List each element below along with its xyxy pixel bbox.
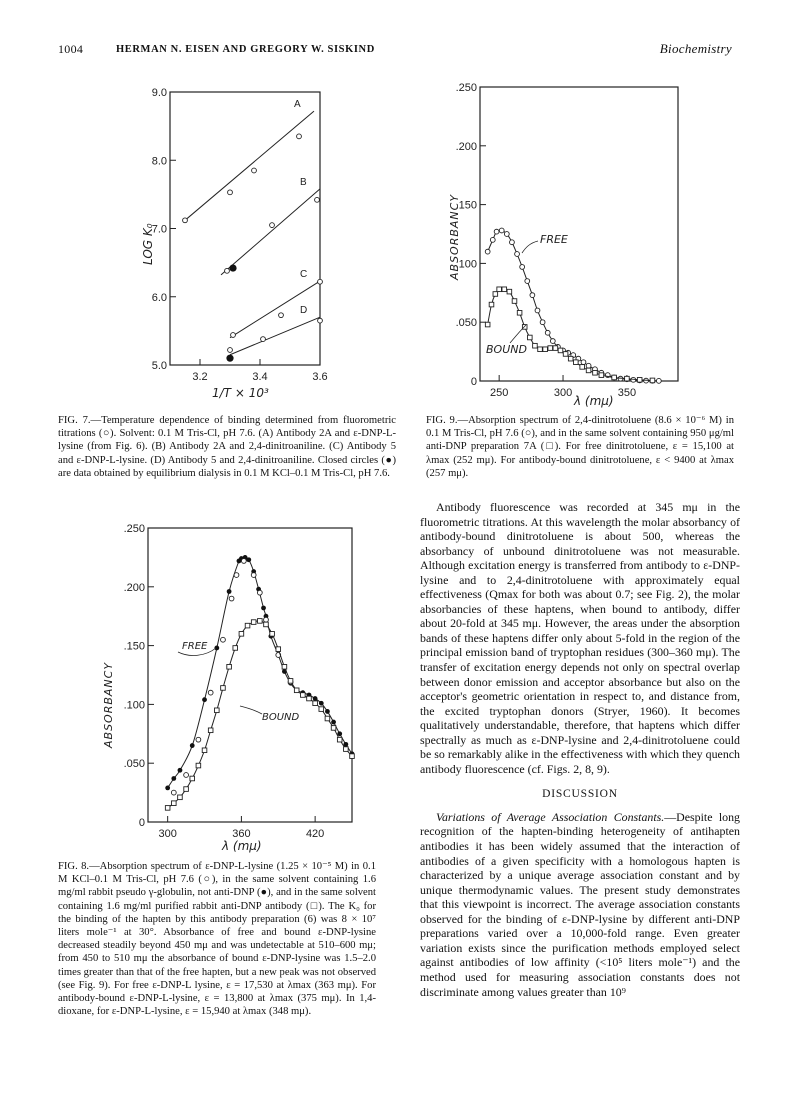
fig7-point-open [270, 223, 275, 228]
fig9-point-square [586, 368, 591, 373]
fig9-point-open [485, 249, 490, 254]
fig7-point-open [261, 337, 266, 342]
fig9-free-pointer [522, 241, 538, 253]
fig8-point-open [221, 637, 226, 642]
fig7-point-open [252, 168, 257, 173]
fig8-point-square [331, 726, 336, 731]
fig7-ytick-label: 8.0 [151, 155, 167, 168]
fig8-point-square [196, 763, 201, 768]
fig9-point-open [581, 360, 586, 365]
fig8-ytick-label: 0 [138, 817, 145, 829]
fig9-point-square [580, 365, 585, 370]
fig9-point-open [499, 228, 504, 233]
fig7-point-open [279, 313, 284, 318]
fig8-ytick-label: .150 [123, 640, 145, 653]
fig9-point-square [625, 376, 630, 381]
fig8-point-square [215, 708, 220, 713]
fig7-point-open [318, 279, 323, 284]
fig9-point-open [504, 232, 509, 237]
fig7-point-open [297, 134, 302, 139]
fig7-series-label: C [300, 269, 308, 281]
fig9-point-open [525, 279, 530, 284]
fig8-point-open [234, 573, 239, 578]
fig9-point-open [535, 308, 540, 313]
fig9-point-square [493, 292, 498, 297]
fig7-caption: FIG. 7.—Temperature dependence of binding determined from fluorometric titrations (○). Solvent: 0.1 M Tris-Cl, pH 7.6. (A) Antibody 2A and ε-DNP-L-lysine (from Fig. 6). (B) Antibody 2A and 2,4-dinitroaniline. (C) Antibody 5 and ε-DNP-L-lysine. (D) Antibody 5 and 2,4-dinitroaniline. Closed circles (●) are data obtained by equilibrium dialysis in 0.1 M KCl–0.1 M Tris-Cl, pH 7.6. [58, 415, 396, 479]
fig9-point-square [553, 346, 558, 351]
fig8-point-square [221, 686, 226, 691]
fig8-point-closed [261, 606, 266, 611]
fig7-ytick-label: 6.0 [151, 291, 167, 304]
fig8-point-closed [325, 709, 330, 714]
paragraph-fluorescence: Antibody fluorescence was recorded at 345 mμ in the fluorometric titrations. At this wavelength the molar absorbancy of antibody-bound dinitrotoluene is about 500, whereas the absorbancy of unbound dinitrotoluene was not measurable. Although excitation energy is transferred from antibody to ε-DNP-lysine and to 2,4-dinitrotoluene with approximately equal effectiveness (Qmax for both was about 0.7; see Fig. 2), the molar absorbancies of these haptens, when bound to antibody, differ about 20-fold at 345 mμ. However, the areas under the absorption bands of these haptens differ only about 5-fold in the region of the principal emission band of tryptophan residues (300–360 mμ). The transfer of excitation energy depends not only on spectral overlap between donor emission and acceptor absorbance but also on the acceptor's geometric orientation in respect to, and distance from, the excited tryptophan donors (Stryer, 1960). It becomes qualitatively understandable, therefore, that haptens which differ spectrally as much as ε-DNP-lysine and 2,4-dinitrotoluene could be so remarkably alike in the effectiveness with which they quench antibody fluorescence (cf. Figs. 2, 8, 9). [420, 500, 740, 776]
fig8-point-closed [171, 776, 176, 781]
fig9-ytick-label: .100 [455, 258, 477, 271]
fig8-point-closed [227, 589, 232, 594]
fig7-point-open [183, 218, 188, 223]
fig7-xtick-label: 3.4 [252, 371, 268, 383]
fig8-point-square [184, 787, 189, 792]
fig9-point-square [593, 370, 598, 375]
fig8-point-open [208, 690, 213, 695]
fig9-xtick-label: 350 [617, 387, 637, 399]
fig8-xlabel: λ (mμ) [222, 839, 262, 853]
fig9-xlabel: λ (mμ) [574, 394, 614, 408]
journal-name: Biochemistry [659, 41, 732, 56]
fig9-frame [480, 87, 678, 381]
fig7-point-closed [226, 355, 233, 362]
fig9-point-open [545, 330, 550, 335]
fig8-xtick-label: 300 [158, 828, 177, 840]
fig8-point-square [294, 688, 299, 693]
fig8-point-open [251, 573, 256, 578]
fig9-bound-pointer [510, 325, 526, 343]
fig7-fit-line-b [221, 189, 320, 275]
fig8-xtick-label: 360 [232, 828, 251, 840]
fig9-ytick-label: 0 [470, 376, 477, 388]
fig8-point-square [190, 776, 195, 781]
fig8-point-square [227, 664, 232, 669]
fig9-point-square [612, 375, 617, 380]
fig8-point-square [276, 647, 281, 652]
fig7-point-open [318, 318, 323, 323]
fig8-point-closed [202, 697, 207, 702]
fig9-point-square [599, 373, 604, 378]
fig9-point-open [656, 378, 661, 383]
paragraph-discussion [420, 810, 740, 999]
fig8-point-open [264, 617, 269, 622]
fig9-point-square [497, 287, 502, 292]
fig9-point-square [558, 348, 563, 353]
fig8-chart [90, 518, 360, 858]
fig9-point-square [574, 360, 579, 365]
fig9-point-square [502, 287, 507, 292]
fig8-free-label: FREE [182, 641, 208, 652]
fig8-point-open [241, 559, 246, 564]
fig7-point-open [228, 190, 233, 195]
fig8-point-square [251, 620, 256, 625]
fig9-point-square [548, 346, 553, 351]
fig9-ylabel: ABSORBANCY [448, 193, 461, 280]
page-number: 1004 [58, 42, 84, 56]
fig7-ytick-label: 7.0 [151, 223, 167, 236]
fig7-ytick-label: 9.0 [151, 87, 167, 99]
fig8-ytick-label: .050 [123, 758, 145, 771]
fig8-point-open [184, 773, 189, 778]
fig8-point-closed [190, 743, 195, 748]
fig8-point-square [258, 619, 263, 624]
fig9-point-open [550, 339, 555, 344]
fig8-point-square [178, 795, 183, 800]
fig8-point-square [172, 801, 177, 806]
fig9-point-square [538, 347, 543, 352]
fig9-point-open [490, 237, 495, 242]
fig7-frame [170, 92, 320, 365]
fig7-ytick-label: 5.0 [151, 360, 167, 372]
subsection-lead: Variations of Average Association Constants. [436, 809, 665, 824]
fig7-fit-line-d [230, 317, 320, 355]
fig8-point-open [257, 590, 262, 595]
fig9-xtick-label: 250 [489, 387, 509, 399]
fig9-point-open [520, 265, 525, 270]
fig8-point-square [233, 646, 238, 651]
fig9-point-square [485, 322, 490, 327]
fig7-xlabel: 1/T × 10³ [212, 386, 269, 400]
fig7-point-open [231, 333, 236, 338]
fig8-ytick-label: .100 [123, 699, 145, 712]
fig7-xtick-label: 3.2 [192, 371, 208, 383]
fig7-xtick-label: 3.6 [312, 371, 328, 383]
fig8-point-closed [214, 646, 219, 651]
fig9-point-open [515, 252, 520, 257]
fig8-point-open [196, 737, 201, 742]
fig8-point-square [270, 632, 275, 637]
running-authors: HERMAN N. EISEN AND GREGORY W. SISKIND [116, 44, 375, 55]
fig9-point-square [489, 302, 494, 307]
fig8-point-closed [313, 696, 318, 701]
fig9-point-square [528, 335, 533, 340]
fig9-point-open [540, 320, 545, 325]
fig7-series-label: A [294, 99, 301, 111]
fig9-ytick-label: .050 [455, 317, 477, 330]
fig9-point-square [568, 356, 573, 361]
fig8-point-square [301, 693, 306, 698]
fig9-point-open [510, 240, 515, 245]
fig9-free-label: FREE [540, 233, 568, 246]
fig9-point-square [650, 378, 655, 383]
fig9-caption: FIG. 9.—Absorption spectrum of 2,4-dinitrotoluene (8.6 × 10⁻⁶ M) in 0.1 M Tris-Cl, pH 7.6 (○), and in the same solvent containing 950 μg/ml anti-DNP preparation 7A (□). For free dinitrotoluene, ε = 15,100 at λmax (252 mμ). For antibody-bound dinitrotoluene, ε < 9400 at λmax (257 mμ). [426, 415, 734, 479]
fig9-chart [420, 75, 700, 415]
fig8-point-square [319, 707, 324, 712]
fig8-point-square [325, 716, 330, 721]
fig7-fit-line-a [185, 111, 314, 220]
fig9-point-square [512, 299, 517, 304]
fig8-point-square [264, 622, 269, 627]
fig9-point-open [494, 229, 499, 234]
fig8-point-square [350, 754, 355, 759]
fig9-xtick-label: 300 [553, 387, 573, 399]
paragraph-discussion-text: —Despite long recognition of the hapten-binding heterogeneity of antihapten antibodies it has been widely assumed that the interaction of antibodies of a given specificity with a homologous hapten is characterized by a unique average association constant and by unique thermodynamic values. The present study demonstrates that this viewpoint is incorrect. The average association constants observed for the binding of ε-DNP-lysine by different anti-DNP preparations varied over a 10,000-fold range. Even greater variation exists since the purification methods employed select against antibodies of low affinity (<10⁵ liters mole⁻¹) and the method used for measuring association constants does not discriminate among values greater than 10⁹ [420, 809, 741, 999]
fig8-point-square [344, 747, 349, 752]
fig8-point-closed [319, 701, 324, 706]
fig8-point-open [229, 596, 234, 601]
fig9-point-square [637, 378, 642, 383]
fig9-point-square [543, 347, 548, 352]
fig9-point-square [517, 310, 522, 315]
fig9-point-square [563, 352, 568, 357]
fig8-xtick-label: 420 [305, 828, 325, 840]
fig8-point-square [239, 632, 244, 637]
fig8-point-open [171, 790, 176, 795]
fig7-point-open [228, 348, 233, 353]
fig7-point-closed [229, 264, 236, 271]
fig7-series-label: D [300, 305, 308, 317]
fig9-point-open [530, 293, 535, 298]
fig7-chart [130, 75, 370, 405]
fig7-series-label: B [300, 176, 307, 188]
fig9-point-square [533, 343, 538, 348]
fig7-point-open [225, 268, 230, 273]
fig9-ytick-label: .250 [455, 82, 477, 94]
fig8-caption: FIG. 8.—Absorption spectrum of ε-DNP-L-lysine (1.25 × 10⁻⁵ M) in 0.1 M KCl–0.1 M Tris-Cl, pH 7.6 (○), in the same solvent containing 1.6 mg/ml rabbit pseudo γ-globulin, not anti-DNP (●), and in the same solvent containing 1.6 mg/ml purified rabbit anti-DNP antibody (□). The K₀ for the binding of the hapten by this antibody preparation (6) was 8 × 10⁷ liters mole⁻¹ at 30°. Absorbance of free and bound ε-DNP-lysine decreased steadily beyond 450 mμ and was undetectable at 510–600 mμ; from 450 to 510 mμ the absorbance of bound ε-DNP-lysine was 1.5–2.0 times greater than that of the free hapten, but a new peak was not observed (see Fig. 9). For free ε-DNP-L lysine, ε = 17,530 at λmax (363 mμ). For antibody-bound ε-DNP-L-lysine, ε = 13,800 at λmax (375 mμ). In 1,4-dioxane, for ε-DNP-L-lysine, ε = 15,940 at λmax (348 mμ). [58, 861, 376, 1018]
fig8-point-closed [246, 557, 251, 562]
fig8-point-square [208, 728, 213, 733]
fig8-point-square [245, 623, 250, 628]
fig9-point-open [586, 363, 591, 368]
fig9-ytick-label: .150 [455, 199, 477, 212]
fig8-point-square [313, 701, 318, 706]
fig8-point-square [165, 806, 170, 811]
fig8-frame [148, 528, 352, 822]
fig7-ylabel: LOG K₀ [141, 223, 155, 265]
body-column [420, 500, 740, 999]
fig8-point-square [282, 664, 287, 669]
fig8-point-closed [331, 720, 336, 725]
fig7-point-open [315, 197, 320, 202]
fig8-ytick-label: .250 [123, 523, 145, 535]
fig8-point-closed [165, 785, 170, 790]
fig8-bound-pointer [240, 706, 262, 714]
fig8-ytick-label: .200 [123, 581, 145, 594]
fig9-ytick-label: .200 [455, 140, 477, 153]
fig8-bound-label: BOUND [262, 712, 300, 723]
section-heading-discussion: DISCUSSION [542, 788, 618, 801]
fig9-bound-label: BOUND [486, 343, 527, 356]
fig8-point-square [202, 748, 207, 753]
fig8-point-square [337, 737, 342, 742]
fig8-point-closed [178, 768, 183, 773]
fig8-point-square [307, 696, 312, 701]
fig9-point-square [507, 289, 512, 294]
fig8-ylabel: ABSORBANCY [102, 661, 115, 748]
fig8-point-square [288, 679, 293, 684]
